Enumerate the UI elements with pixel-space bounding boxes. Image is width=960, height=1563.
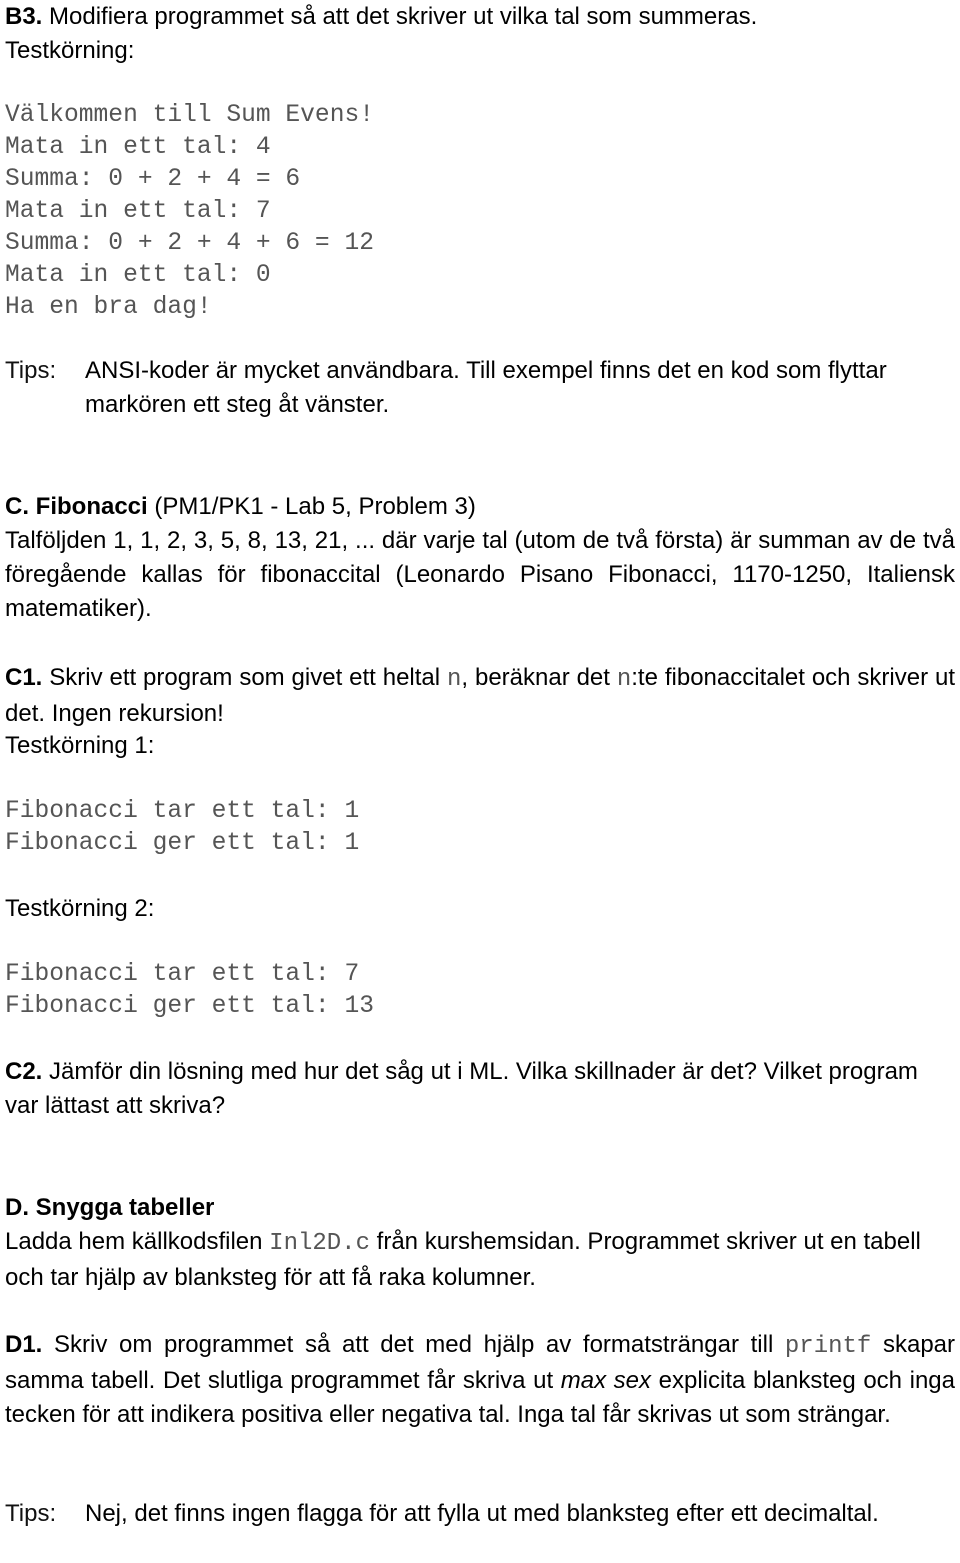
code-n: n [447,666,462,693]
b3-task [5,0,955,34]
d1-text: explicita blanksteg och inga tecken för att indikera positiva eller negativa tal. Inga tal får skrivas ut som strängar. [5,1367,956,1428]
d1-label: D1. [5,1331,43,1358]
code-printf: printf [784,1333,872,1360]
d1-text: Skriv om programmet så att det med hjälp av formatsträngar till [42,1331,785,1358]
c1-task [5,661,955,731]
console-line: Välkommen till Sum Evens! [5,102,374,129]
console-line: Mata in ett tal: 0 [5,262,271,289]
console-line: Fibonacci tar ett tal: 1 [5,798,360,825]
c1-run1-label: Testkörning 1: [5,732,155,759]
console-line: Fibonacci ger ett tal: 13 [5,993,374,1020]
d-intro-text: Ladda hem källkodsfilen [5,1228,270,1255]
d1-task [5,1328,955,1432]
b3-run-label: Testkörning: [5,37,135,64]
c-subtitle: (PM1/PK1 - Lab 5, Problem 3) [147,493,476,520]
tips-text: Nej, det finns ingen flagga för att fylla ut med blanksteg efter ett decimaltal. [85,1500,879,1527]
c2-task [5,1055,955,1123]
d1-emphasis: max sex [560,1367,652,1394]
d-intro-text: från kurshemsidan. Programmet skriver ut en tabell och tar hjälp av blanksteg för att få raka kolumner. [5,1228,921,1291]
console-line: Summa: 0 + 2 + 4 = 6 [5,166,301,193]
tips-text: ANSI-koder är mycket användbara. Till exempel finns det en kod som flyttar markören ett steg åt vänster. [85,357,887,418]
c1-run2-label: Testkörning 2: [5,895,155,922]
c2-text: Jämför din lösning med hur det såg ut i ML. Vilka skillnader är det? Vilket program var lättast att skriva? [5,1058,918,1119]
tips-label: Tips: [5,357,57,384]
c1-text: Skriv ett program som givet ett heltal [42,664,447,691]
c-heading [5,490,955,524]
code-filename: Inl2D.c [269,1230,370,1257]
console-line: Mata in ett tal: 7 [5,198,271,225]
console-line: Mata in ett tal: 4 [5,134,271,161]
console-line: Summa: 0 + 2 + 4 + 6 = 12 [5,230,374,257]
tips-label: Tips: [5,1500,57,1527]
d-intro [5,1225,955,1295]
code-n: n [616,666,632,693]
d-tips [5,1497,955,1531]
c-intro: Talföljden 1, 1, 2, 3, 5, 8, 13, 21, ... där varje tal (utom de två första) är summan av de två föregående kallas för fibonaccital (Leonardo Pisano Fibonacci, 1170-1250, Italiensk matematiker). [5,527,955,622]
c1-label: C1. [5,664,43,691]
d-heading [5,1191,955,1225]
c1-text: :te fibonaccitalet och skriver ut det. Ingen rekursion! [5,664,955,727]
c1-text: , beräknar det [461,664,617,691]
console-line: Fibonacci tar ett tal: 7 [5,961,360,988]
d-title: D. Snygga tabeller [5,1194,215,1221]
c2-label: C2. [5,1058,43,1085]
b3-text: Modifiera programmet så att det skriver ut vilka tal som summeras. [42,3,758,30]
console-line: Ha en bra dag! [5,294,212,321]
c-title: C. Fibonacci [5,493,148,520]
d1-text: skapar samma tabell. Det slutliga programmet får skriva ut [5,1331,955,1394]
b3-label: B3. [5,3,43,30]
b3-tips [5,354,955,422]
console-line: Fibonacci ger ett tal: 1 [5,830,360,857]
